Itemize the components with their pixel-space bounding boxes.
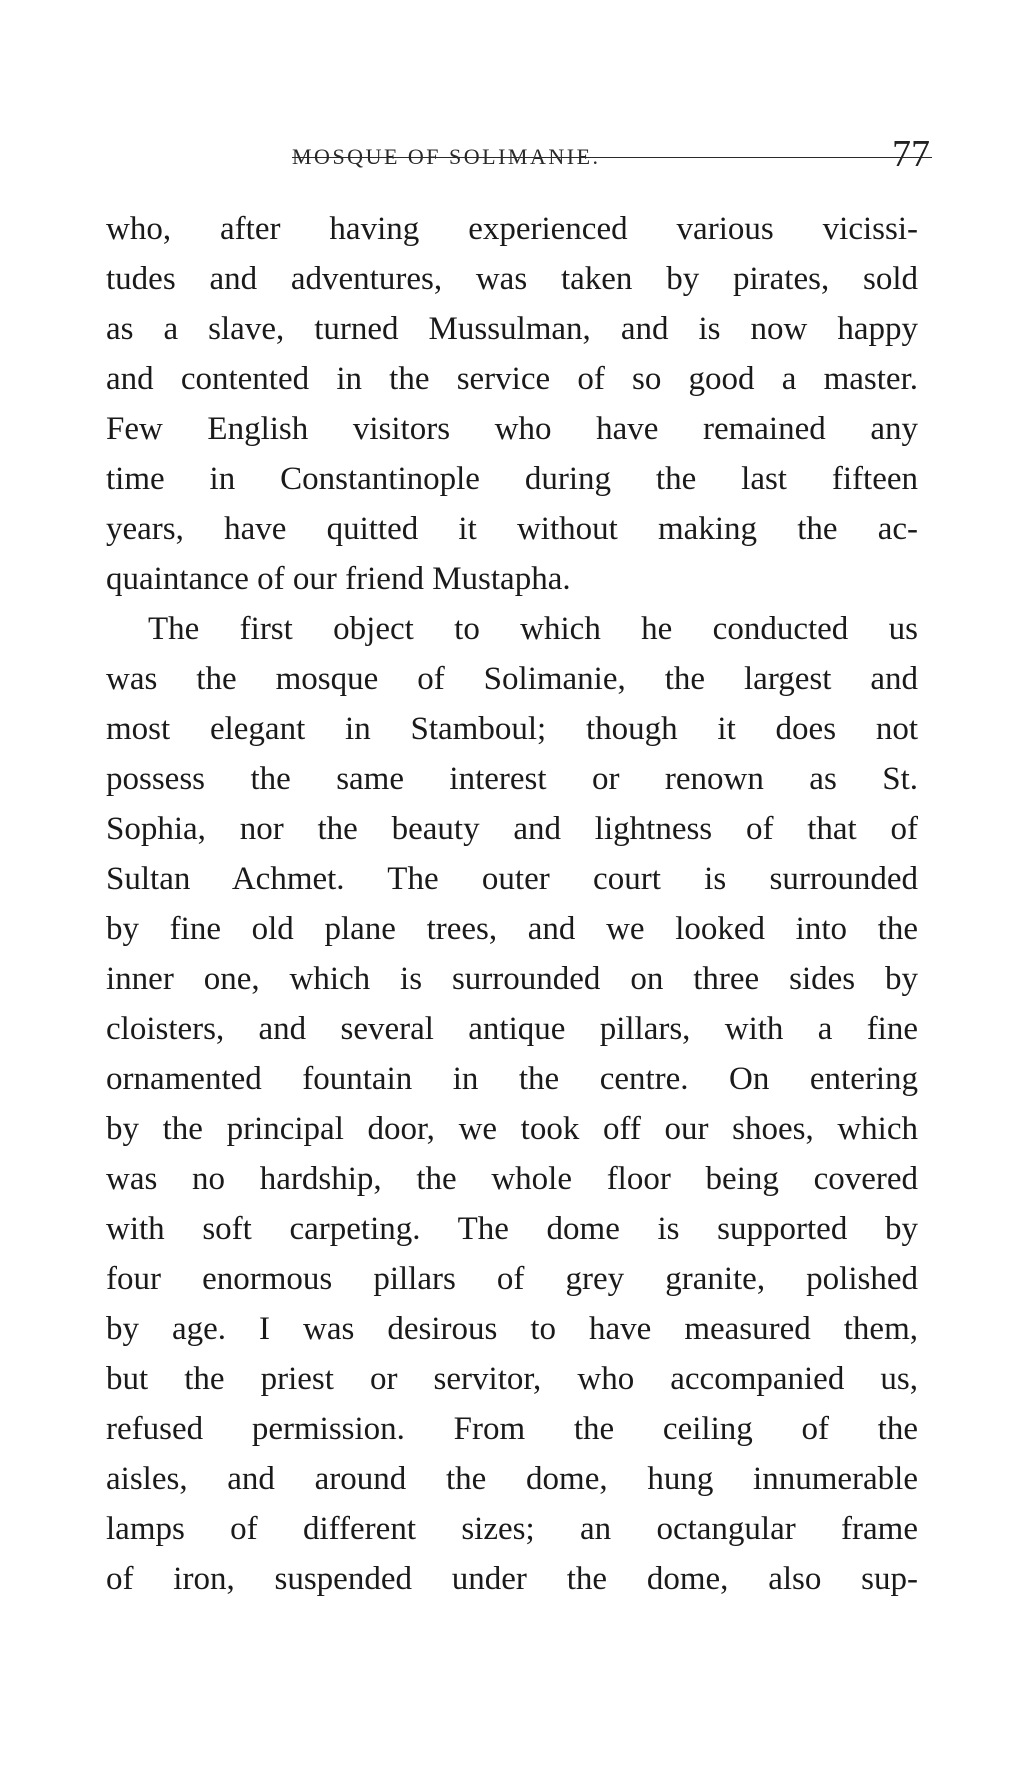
text-line: Sophia, nor the beauty and lightness of that of bbox=[106, 811, 918, 847]
text-line: most elegant in Stamboul; though it does not bbox=[106, 711, 918, 747]
text-line: ornamented fountain in the centre. On entering bbox=[106, 1061, 918, 1097]
text-line: quaintance of our friend Mustapha. bbox=[106, 561, 571, 597]
text-line: by fine old plane trees, and we looked into the bbox=[106, 911, 918, 947]
text-line: Sultan Achmet. The outer court is surrounded bbox=[106, 861, 918, 897]
text-line: who, after having experienced various vicissi- bbox=[106, 211, 918, 247]
text-line: cloisters, and several antique pillars, with a fine bbox=[106, 1011, 918, 1047]
text-line: aisles, and around the dome, hung innumerable bbox=[106, 1461, 918, 1497]
text-line: lamps of different sizes; an octangular frame bbox=[106, 1511, 918, 1547]
text-line: tudes and adventures, was taken by pirates, sold bbox=[106, 261, 918, 297]
text-line: was the mosque of Solimanie, the largest and bbox=[106, 661, 918, 697]
text-line: inner one, which is surrounded on three sides by bbox=[106, 961, 918, 997]
paragraph-1 bbox=[106, 204, 918, 604]
text-line: possess the same interest or renown as St. bbox=[106, 761, 918, 797]
body-text bbox=[106, 204, 918, 1604]
text-line: by age. I was desirous to have measured them, bbox=[106, 1311, 918, 1347]
running-head bbox=[292, 134, 932, 174]
text-line: four enormous pillars of grey granite, polished bbox=[106, 1261, 918, 1297]
text-line: as a slave, turned Mussulman, and is now happy bbox=[106, 311, 918, 347]
text-line: Few English visitors who have remained any bbox=[106, 411, 918, 447]
text-line: The first object to which he conducted us bbox=[148, 611, 918, 647]
text-line: refused permission. From the ceiling of the bbox=[106, 1411, 918, 1447]
text-line: but the priest or servitor, who accompanied us, bbox=[106, 1361, 918, 1397]
text-line: and contented in the service of so good a master. bbox=[106, 361, 918, 397]
paragraph-2 bbox=[106, 604, 918, 1604]
page-number: 77 bbox=[892, 133, 930, 175]
text-line: years, have quitted it without making the ac- bbox=[106, 511, 918, 547]
text-line: of iron, suspended under the dome, also sup- bbox=[106, 1561, 918, 1597]
text-line: with soft carpeting. The dome is supported by bbox=[106, 1211, 918, 1247]
text-line: time in Constantinople during the last fifteen bbox=[106, 461, 918, 497]
running-title: MOSQUE OF SOLIMANIE. bbox=[292, 144, 601, 169]
text-line: was no hardship, the whole floor being covered bbox=[106, 1161, 918, 1197]
text-line: by the principal door, we took off our shoes, which bbox=[106, 1111, 918, 1147]
